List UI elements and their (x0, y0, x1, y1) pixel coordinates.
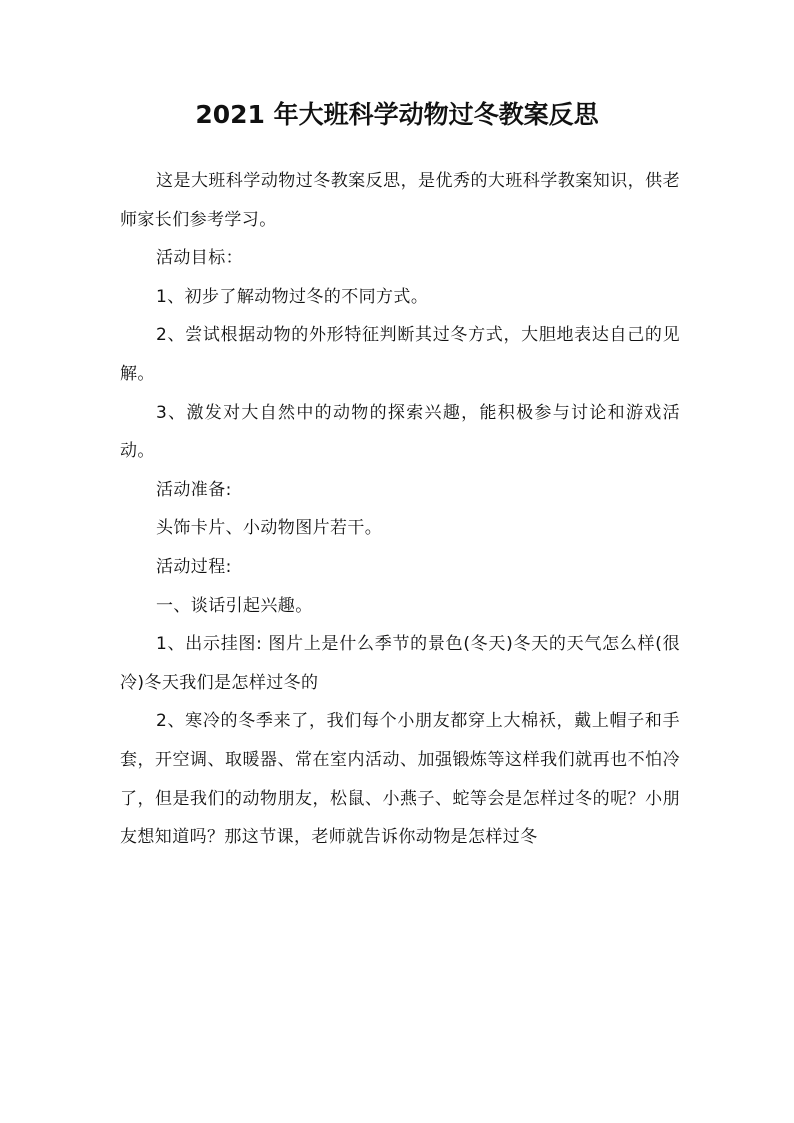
paragraph-goals-heading: 活动目标： (156, 248, 243, 269)
paragraph-intro: 这是大班科学动物过冬教案反思，是优秀的大班科学教案知识，供老师家长们参考学习。 (120, 171, 680, 230)
paragraph-goal-1: 1、初步了解动物过冬的不同方式。 (156, 286, 429, 307)
paragraph-goal-3: 3、激发对大自然中的动物的探索兴趣，能积极参与讨论和游戏活动。 (120, 402, 680, 462)
paragraph-process-heading: 活动过程: (156, 556, 232, 577)
paragraph-step-1-2: 2、寒冷的冬季来了，我们每个小朋友都穿上大棉袄，戴上帽子和手套，开空调、取暖器、常在室内活动、加强锻炼等这样我们就再也不怕冷了，但是我们的动物朋友，松鼠、小燕子、蛇等会是怎样过冬的呢？小朋友想知道吗？那这节课，老师就告诉你动物是怎样过冬 (120, 711, 680, 848)
paragraph-step-1-heading: 一、谈话引起兴趣。 (156, 595, 313, 616)
paragraph-prep-items: 头饰卡片、小动物图片若干。 (156, 518, 383, 539)
paragraph-step-1-1: 1、出示挂图: 图片上是什么季节的景色(冬天)冬天的天气怎么样(很冷)冬天我们是怎样过冬的 (120, 634, 680, 693)
document-title: 2021 年大班科学动物过冬教案反思 (195, 100, 599, 129)
document-body (120, 162, 680, 857)
paragraph-goal-2: 2、尝试根据动物的外形特征判断其过冬方式，大胆地表达自己的见解。 (120, 325, 680, 384)
paragraph-prep-heading: 活动准备: (156, 479, 232, 500)
